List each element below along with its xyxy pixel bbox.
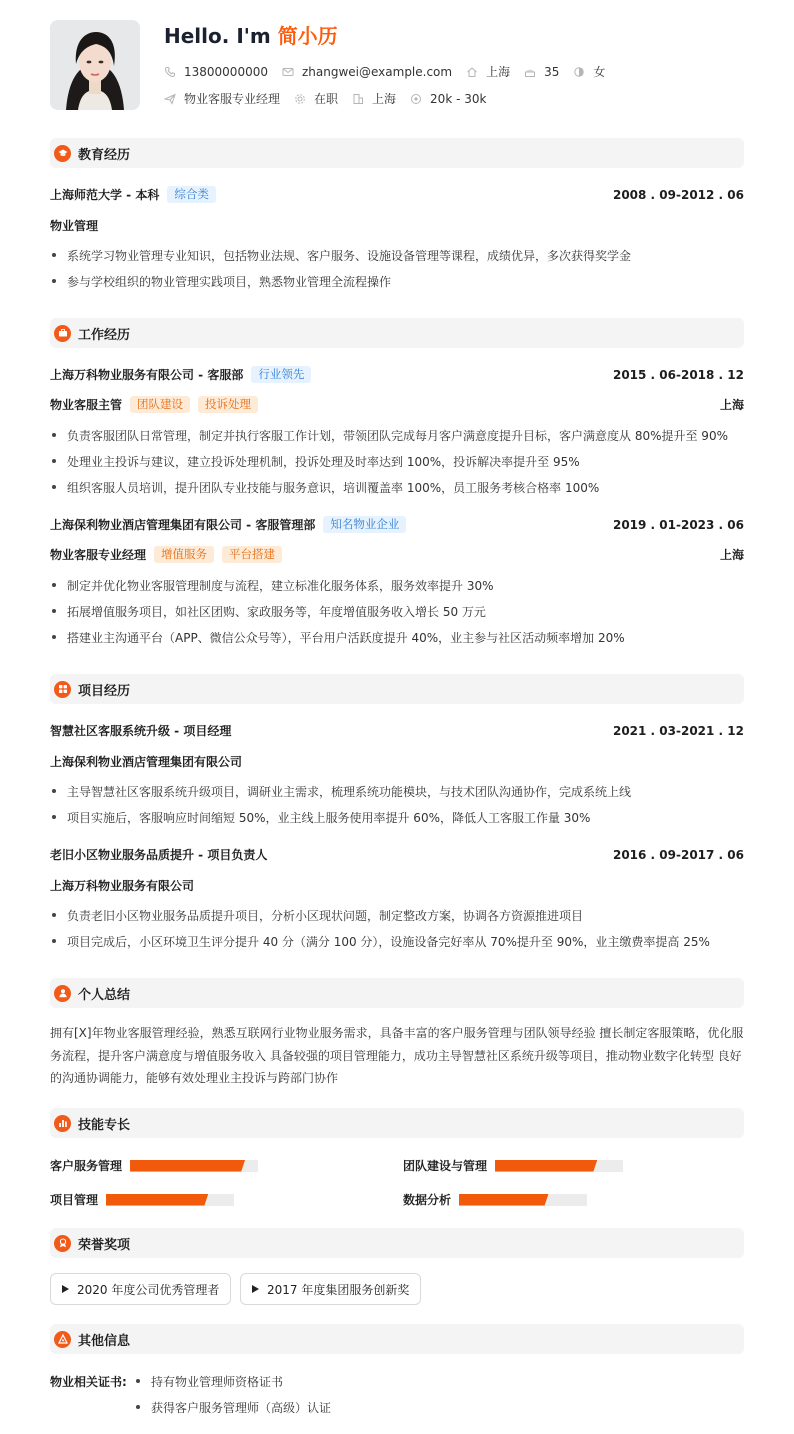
grid-icon bbox=[54, 681, 71, 698]
list-item: 负责老旧小区物业服务品质提升项目，分析小区现状问题，制定整改方案，协调各方资源推进项目 bbox=[50, 907, 583, 924]
section-title: 教育经历 bbox=[78, 147, 131, 163]
project-company: 上海保利物业酒店管理集团有限公司 bbox=[50, 755, 243, 769]
summary-line: 的沟通协调能力，能够有效处理业主投诉与跨部门协作 bbox=[50, 1071, 339, 1085]
gender: 女 bbox=[593, 65, 606, 79]
list-item: 组织客服人员培训，提升团队专业技能与服务意识，培训覆盖率 100%，员工服务考核合格率 100% bbox=[50, 479, 599, 496]
company-tag: 知名物业企业 bbox=[323, 516, 406, 533]
age: 35 bbox=[544, 64, 560, 79]
play-icon bbox=[252, 1285, 259, 1293]
section-title: 其他信息 bbox=[78, 1333, 131, 1349]
list-item: 获得客户服务管理师（高级）认证 bbox=[134, 1399, 331, 1416]
email-icon bbox=[282, 66, 294, 78]
role-tag: 增值服务 bbox=[154, 546, 214, 563]
award-item bbox=[240, 1273, 421, 1305]
section-title: 个人总结 bbox=[78, 987, 131, 1003]
project-header bbox=[50, 846, 744, 863]
target-city: 上海 bbox=[372, 92, 397, 106]
work-city: 上海 bbox=[719, 548, 744, 562]
summary-line: 务流程，提升客户满意度与增值服务收入 具备较强的项目管理能力，成功主导智慧社区系统升级等项目，推动物业数字化转型 良好 bbox=[50, 1048, 742, 1063]
target-position: 物业客服专业经理 bbox=[184, 92, 281, 106]
skill-bar-fill bbox=[106, 1194, 208, 1206]
list-item: 主导智慧社区客服系统升级项目，调研业主需求，梳理系统功能模块，与技术团队沟通协作，完成系统上线 bbox=[50, 783, 631, 800]
skill-item bbox=[50, 1191, 234, 1208]
award-label: 2017 年度集团服务创新奖 bbox=[267, 1282, 410, 1297]
skill-bar bbox=[459, 1194, 587, 1206]
list-item: 搭建业主沟通平台（APP、微信公众号等），平台用户活跃度提升 40%，业主参与社区活动频率增加 20% bbox=[50, 629, 625, 646]
work-role-row bbox=[50, 546, 744, 563]
skill-bar bbox=[106, 1194, 234, 1206]
work-role-row bbox=[50, 396, 744, 413]
send-icon bbox=[164, 93, 176, 105]
skill-name: 项目管理 bbox=[50, 1193, 99, 1207]
skill-bar bbox=[130, 1160, 258, 1172]
section-awards bbox=[50, 1228, 744, 1258]
user-info-icon bbox=[54, 1331, 71, 1348]
school-tag: 综合类 bbox=[167, 186, 216, 203]
role-tag: 投诉处理 bbox=[198, 396, 258, 413]
education-header bbox=[50, 186, 744, 203]
list-item: 处理业主投诉与建议，建立投诉处理机制，投诉处理及时率达到 100%，投诉解决率提升至 95% bbox=[50, 453, 580, 470]
other-label: 物业相关证书: bbox=[50, 1375, 127, 1389]
home-icon bbox=[466, 66, 478, 78]
summary-line: 拥有[X]年物业客服管理经验，熟悉互联网行业物业服务需求，具备丰富的客户服务管理与团队领导经验 擅长制定客服策略，优化服 bbox=[50, 1026, 744, 1040]
bar-chart-icon bbox=[54, 1115, 71, 1132]
list-item: 参与学校组织的物业管理实践项目，熟悉物业管理全流程操作 bbox=[50, 273, 391, 290]
section-title: 技能专长 bbox=[78, 1117, 131, 1133]
project-company: 上海万科物业服务有限公司 bbox=[50, 879, 195, 893]
project-title: 智慧社区客服系统升级 - 项目经理 bbox=[50, 724, 232, 738]
age-icon bbox=[524, 66, 536, 78]
skill-bar-fill bbox=[495, 1160, 597, 1172]
project-header bbox=[50, 722, 744, 739]
work-status: 在职 bbox=[314, 92, 339, 106]
work-header bbox=[50, 516, 744, 533]
section-projects bbox=[50, 674, 744, 704]
project-title: 老旧小区物业服务品质提升 - 项目负责人 bbox=[50, 848, 268, 862]
graduation-cap-icon bbox=[54, 145, 71, 162]
gear-icon bbox=[294, 93, 306, 105]
coin-icon bbox=[410, 93, 422, 105]
company: 上海保利物业酒店管理集团有限公司 - 客服管理部 bbox=[50, 518, 316, 532]
skill-item bbox=[50, 1157, 258, 1174]
gender-icon bbox=[573, 66, 585, 78]
company: 上海万科物业服务有限公司 - 客服部 bbox=[50, 368, 244, 382]
section-title: 工作经历 bbox=[78, 327, 131, 343]
list-item: 持有物业管理师资格证书 bbox=[134, 1373, 283, 1390]
skill-bar-fill bbox=[459, 1194, 549, 1206]
school: 上海师范大学 - 本科 bbox=[50, 188, 160, 202]
location: 上海 bbox=[486, 65, 511, 79]
work-city: 上海 bbox=[719, 398, 744, 412]
building-icon bbox=[352, 93, 364, 105]
role: 物业客服专业经理 bbox=[50, 548, 147, 562]
candidate-name: 简小历 bbox=[277, 24, 338, 48]
project-date: 2021 . 03-2021 . 12 bbox=[612, 723, 744, 738]
play-icon bbox=[62, 1285, 69, 1293]
email: zhangwei@example.com bbox=[301, 64, 453, 79]
skill-bar-fill bbox=[130, 1160, 245, 1172]
work-header bbox=[50, 366, 744, 383]
list-item: 制定并优化物业客服管理制度与流程，建立标准化服务体系，服务效率提升 30% bbox=[50, 577, 494, 594]
skill-item bbox=[403, 1157, 623, 1174]
summary-text bbox=[50, 1022, 744, 1090]
contact-row bbox=[164, 63, 605, 80]
section-skills bbox=[50, 1108, 744, 1138]
role: 物业客服主管 bbox=[50, 398, 123, 412]
avatar bbox=[50, 20, 140, 110]
award-icon bbox=[54, 1235, 71, 1252]
section-title: 荣誉奖项 bbox=[78, 1237, 131, 1253]
section-summary bbox=[50, 978, 744, 1008]
phone-icon bbox=[164, 66, 176, 78]
phone: 13800000000 bbox=[184, 64, 268, 79]
work-date: 2015 . 06-2018 . 12 bbox=[612, 367, 744, 382]
section-title: 项目经历 bbox=[78, 683, 131, 699]
list-item: 系统学习物业管理专业知识，包括物业法规、客户服务、设施设备管理等课程，成绩优异，多次获得奖学金 bbox=[50, 247, 631, 264]
role-tag: 平台搭建 bbox=[222, 546, 282, 563]
job-intent-row bbox=[164, 90, 486, 107]
award-label: 2020 年度公司优秀管理者 bbox=[77, 1282, 220, 1297]
skill-item bbox=[403, 1191, 587, 1208]
skill-name: 团队建设与管理 bbox=[403, 1159, 488, 1173]
list-item: 拓展增值服务项目，如社区团购、家政服务等，年度增值服务收入增长 50 万元 bbox=[50, 603, 486, 620]
major: 物业管理 bbox=[50, 219, 99, 233]
skill-bar bbox=[495, 1160, 623, 1172]
briefcase-icon bbox=[54, 325, 71, 342]
greeting: Hello. I'm bbox=[164, 24, 278, 48]
person-icon bbox=[54, 985, 71, 1002]
skill-name: 数据分析 bbox=[403, 1193, 452, 1207]
education-date: 2008 . 09-2012 . 06 bbox=[612, 187, 744, 202]
list-item: 项目完成后，小区环境卫生评分提升 40 分（满分 100 分），设施设备完好率从 70%提升至 90%，业主缴费率提高 25% bbox=[50, 933, 710, 950]
expected-salary: 20k - 30k bbox=[430, 91, 487, 106]
role-tag: 团队建设 bbox=[130, 396, 190, 413]
work-date: 2019 . 01-2023 . 06 bbox=[612, 517, 744, 532]
project-date: 2016 . 09-2017 . 06 bbox=[612, 847, 744, 862]
section-education bbox=[50, 138, 744, 168]
page-title bbox=[164, 20, 338, 49]
skill-name: 客户服务管理 bbox=[50, 1159, 123, 1173]
award-item bbox=[50, 1273, 231, 1305]
company-tag: 行业领先 bbox=[251, 366, 311, 383]
section-work bbox=[50, 318, 744, 348]
list-item: 负责客服团队日常管理，制定并执行客服工作计划，带领团队完成每月客户满意度提升目标，客户满意度从 80%提升至 90% bbox=[50, 427, 728, 444]
section-other bbox=[50, 1324, 744, 1354]
list-item: 项目实施后，客服响应时间缩短 50%，业主线上服务使用率提升 60%，降低人工客服工作量 30% bbox=[50, 809, 590, 826]
